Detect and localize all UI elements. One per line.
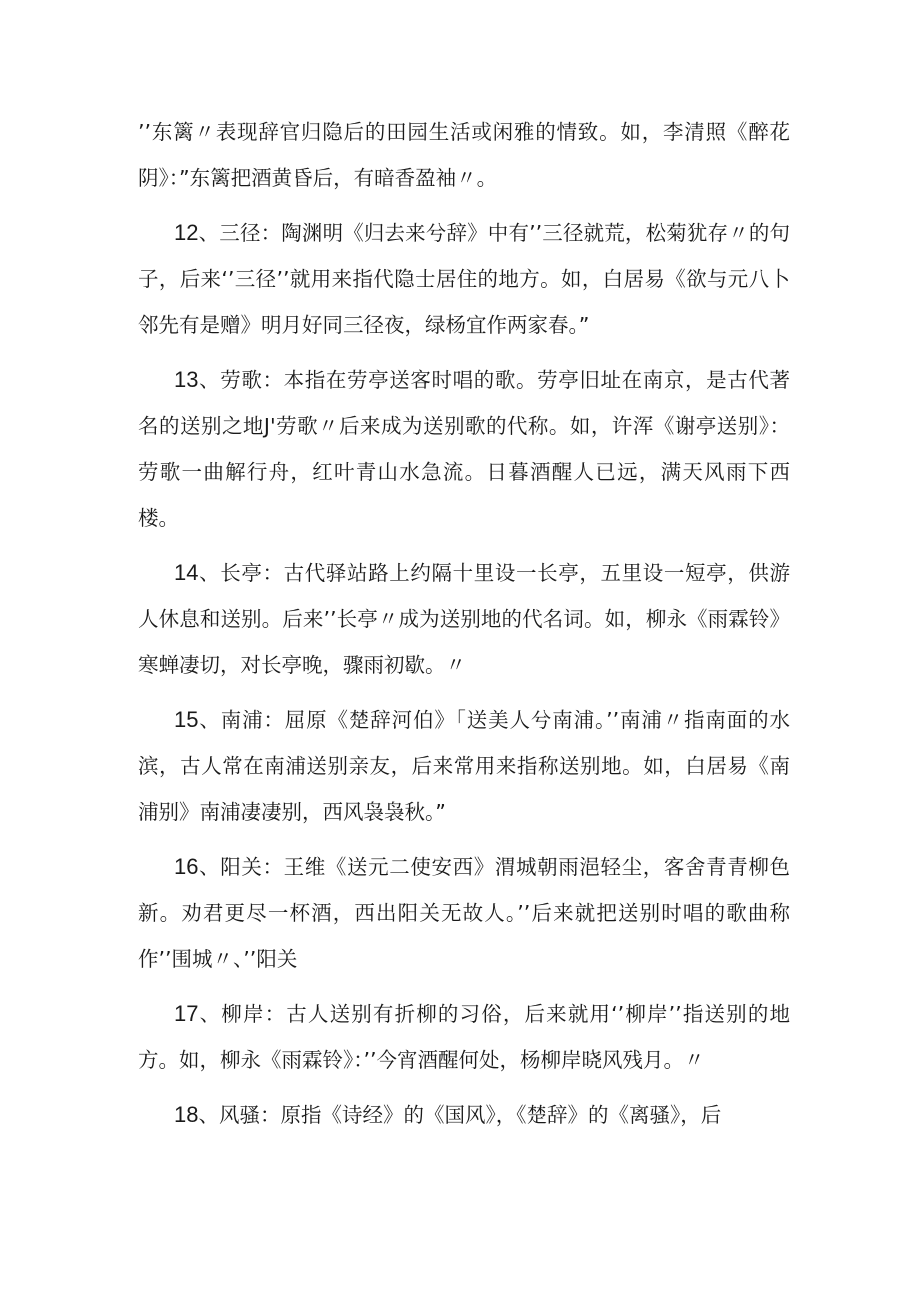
paragraph-15 — [138, 697, 790, 835]
paragraph-17 — [138, 991, 790, 1083]
paragraph-text: 、阳关：王维《送元二使安西》渭城朝雨浥轻尘，客舍青青柳色新。劝君更尽一杯酒，西出阳关无故人。’’后来就把送别时唱的歌曲称作’’围城〃、’’阳关 — [138, 855, 790, 971]
paragraph-11-continued — [138, 109, 790, 201]
paragraph-number: 18 — [174, 1102, 199, 1127]
paragraph-number: 17 — [174, 1001, 199, 1026]
paragraph-14 — [138, 550, 790, 688]
paragraph-number: 14 — [174, 560, 199, 585]
paragraph-13 — [138, 357, 790, 541]
document-body — [138, 109, 790, 1138]
paragraph-number: 15 — [174, 707, 199, 732]
paragraph-text: 、南浦：屈原《楚辞河伯》「送美人兮南浦。’’南浦〃指南面的水滨，古人常在南浦送别亲友，后来常用来指称送别地。如，白居易《南浦别》南浦凄凄别，西风袅袅秋。” — [138, 708, 790, 824]
paragraph-number: 16 — [174, 854, 199, 879]
paragraph-18 — [138, 1092, 790, 1138]
paragraph-12 — [138, 210, 790, 348]
paragraph-number: 12 — [174, 220, 199, 245]
paragraph-text: 、风骚：原指《诗经》的《国风》，《楚辞》的《离骚》，后 — [198, 1103, 722, 1127]
paragraph-16 — [138, 844, 790, 982]
paragraph-text: ’’东篱〃表现辞官归隐后的田园生活或闲雅的情致。如，李清照《醉花阴》：”东篱把酒黄昏后，有暗香盈袖〃。 — [138, 120, 790, 190]
paragraph-text: 、三径：陶渊明《归去来兮辞》中有’’三径就荒，松菊犹存〃的句子，后来‘’三径’’就用来指代隐士居住的地方。如，白居易《欲与元八卜邻先有是赠》明月好同三径夜，绿杨宜作两家春。” — [138, 221, 790, 337]
paragraph-text: 、劳歌：本指在劳亭送客时唱的歌。劳亭旧址在南京，是古代著名的送别之地J'劳歌〃后来成为送别歌的代称。如，许浑《谢亭送别》：劳歌一曲解行舟，红叶青山水急流。日暮酒醒人已远，满天风雨下西楼。 — [138, 368, 790, 530]
paragraph-text: 、长亭：古代驿站路上约隔十里设一长亭，五里设一短亭，供游人休息和送别。后来’’长亭〃成为送别地的代名词。如，柳永《雨霖铃》寒蝉凄切，对长亭晚，骤雨初歇。〃 — [138, 561, 790, 677]
paragraph-text: 、柳岸：古人送别有折柳的习俗，后来就用‘’柳岸’’指送别的地方。如，柳永《雨霖铃》：’’今宵酒醒何处，杨柳岸晓风残月。〃 — [138, 1002, 790, 1072]
paragraph-number: 13 — [174, 367, 199, 392]
